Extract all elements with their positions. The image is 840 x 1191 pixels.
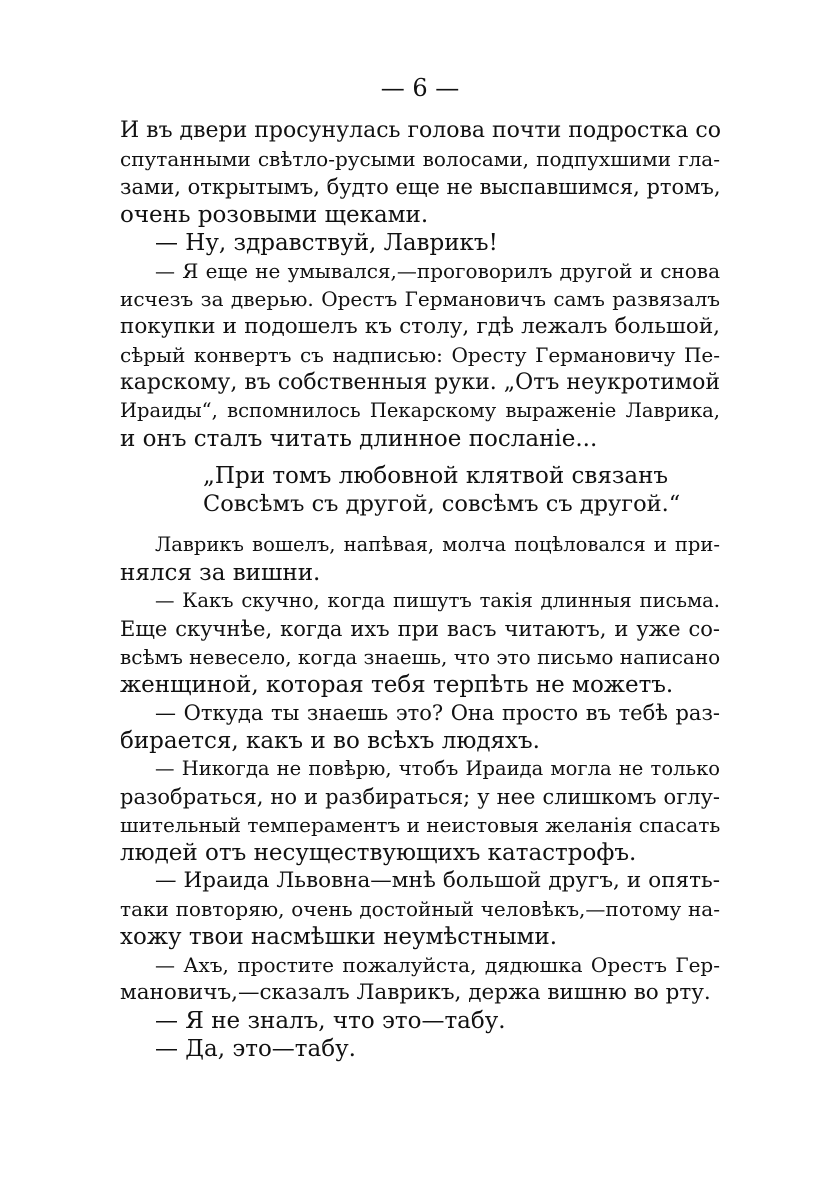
text-line: карскому, въ собственныя руки. „Отъ неукротимой <box>120 370 720 395</box>
text-line: хожу твои насмѣшки неумѣстными. <box>120 924 558 950</box>
text-line: мановичъ,—сказалъ Лаврикъ, держа вишню во рту. <box>120 980 711 1005</box>
text-line: — Ахъ, простите пожалуйста, дядюшка Орестъ Гер- <box>155 953 720 977</box>
text-line: зами, открытымъ, будто еще не выспавшимся, ртомъ, <box>120 175 721 199</box>
text-line: — Да, это—табу. <box>155 1036 356 1062</box>
verse-line: „При томъ любовной клятвой связанъ <box>203 463 669 489</box>
text-line: бирается, какъ и во всѣхъ людяхъ. <box>120 728 540 754</box>
text-line: очень розовыми щеками. <box>120 202 429 228</box>
text-line: — Ну, здравствуй, Лаврикъ! <box>155 230 498 256</box>
text-line: шительный темпераментъ и неистовыя желанія спасать <box>120 813 721 837</box>
text-line: Ираиды“, вспомнилось Пекарскому выраженіе Лаврика, <box>120 399 720 422</box>
text-line: Еще скучнѣе, когда ихъ при васъ читаютъ, и уже со- <box>120 617 720 641</box>
text-line: сѣрый конвертъ съ надписью: Оресту Германовичу Пе- <box>120 343 720 367</box>
text-line: всѣмъ невесело, когда знаешь, что это письмо написано <box>120 645 721 669</box>
text-line: Лаврикъ вошелъ, напѣвая, молча поцѣловался и при- <box>155 533 720 556</box>
text-line: И въ двери просунулась голова почти подростка со <box>120 118 721 143</box>
text-line: — Ираида Львовна—мнѣ большой другъ, и опять- <box>155 868 720 893</box>
text-line: исчезъ за дверью. Орестъ Германовичъ самъ развязалъ <box>120 287 720 311</box>
text-line: разобраться, но и разбираться; у нее слишкомъ оглу- <box>120 785 720 809</box>
text-line: — Какъ скучно, когда пишутъ такія длинныя письма. <box>155 589 720 612</box>
verse-line: Совсѣмъ съ другой, совсѣмъ съ другой.“ <box>203 491 681 517</box>
text-line: таки повторяю, очень достойный человѣкъ,—потому на- <box>120 897 720 921</box>
text-line: — Я не зналъ, что это—табу. <box>155 1008 506 1034</box>
text-line: людей отъ несуществующихъ катастрофъ. <box>120 840 637 866</box>
text-line: — Я еще не умывался,—проговорилъ другой и снова <box>155 259 720 283</box>
page-number: — 6 — <box>380 74 460 102</box>
text-line: и онъ сталъ читать длинное посланіе... <box>120 426 598 452</box>
text-line: — Откуда ты знаешь это? Она просто въ тебѣ раз- <box>155 701 720 725</box>
text-line: нялся за вишни. <box>120 560 321 586</box>
text-line: — Никогда не повѣрю, чтобъ Ираида могла не только <box>155 757 720 780</box>
text-line: женщиной, которая тебя терпѣть не можетъ. <box>120 672 674 698</box>
text-line: покупки и подошелъ къ столу, гдѣ лежалъ большой, <box>120 314 720 339</box>
text-line: спутанными свѣтло-русыми волосами, подпухшими гла- <box>120 147 720 171</box>
